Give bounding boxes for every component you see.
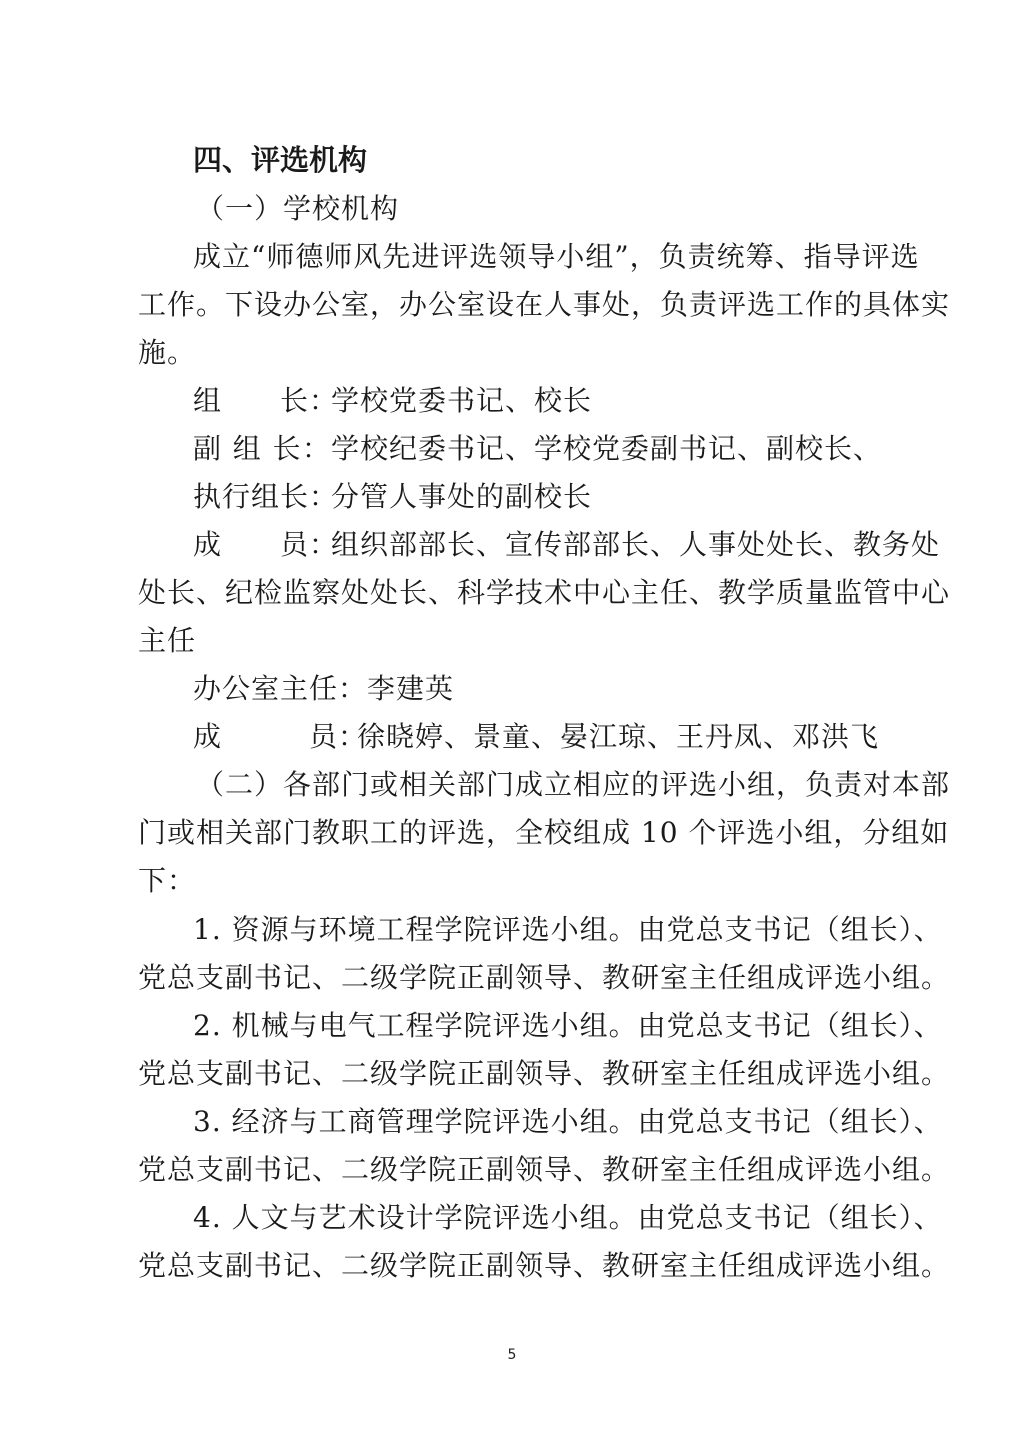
role-vice-leader	[193, 432, 898, 466]
role-vice-label: 副 组 长：	[193, 432, 331, 465]
group-3-line-2: 党总支副书记、二级学院正副领导、教研室主任组成评选小组。	[138, 1153, 951, 1186]
dept-line-2: 门或相关部门教职工的评选，全校组成 10 个评选小组，分组如	[138, 816, 950, 849]
office-members-value: 徐晓婷、景童、晏江琼、王丹凤、邓洪飞	[357, 720, 880, 753]
role-members	[193, 528, 941, 562]
dept-line-3: 下：	[138, 864, 197, 897]
role-leader-label: 组 长：	[193, 384, 339, 417]
dept-line-1: （二）各部门或相关部门成立相应的评选小组，负责对本部	[196, 768, 951, 801]
intro-line-3: 施。	[138, 336, 197, 369]
role-executive-leader	[193, 480, 898, 514]
role-leader-value: 学校党委书记、校长	[331, 384, 593, 417]
group-2-line-2: 党总支副书记、二级学院正副领导、教研室主任组成评选小组。	[138, 1057, 951, 1090]
office-director-value: 李建英	[367, 672, 455, 705]
office-members-label: 成 员：	[193, 720, 368, 753]
group-2-line-1: 2. 机械与电气工程学院评选小组。由党总支书记（组长）、	[193, 1009, 943, 1042]
role-members-label: 成 员：	[193, 528, 339, 561]
group-4-line-1: 4. 人文与艺术设计学院评选小组。由党总支书记（组长）、	[193, 1201, 943, 1234]
role-members-line-2: 处长、纪检监察处处长、科学技术中心主任、教学质量监管中心	[138, 576, 951, 609]
school-subheading: （一）学校机构	[196, 192, 400, 225]
role-members-value-line-1: 组织部部长、宣传部部长、人事处处长、教务处	[331, 528, 941, 561]
office-members	[193, 720, 898, 754]
group-1-line-1: 1. 资源与环境工程学院评选小组。由党总支书记（组长）、	[193, 913, 943, 946]
role-leader	[193, 384, 898, 418]
section-heading: 四、评选机构	[193, 143, 368, 177]
intro-line-2: 工作。下设办公室，办公室设在人事处，负责评选工作的具体实	[138, 288, 951, 321]
role-exec-value: 分管人事处的副校长	[331, 480, 593, 513]
role-exec-label: 执行组长：	[193, 480, 339, 513]
role-members-line-3: 主任	[138, 624, 197, 657]
group-1-line-2: 党总支副书记、二级学院正副领导、教研室主任组成评选小组。	[138, 961, 951, 994]
intro-line-1: 成立“师德师风先进评选领导小组”，负责统筹、指导评选	[193, 240, 920, 273]
office-director-label: 办公室主任：	[193, 672, 368, 705]
group-4-line-2: 党总支副书记、二级学院正副领导、教研室主任组成评选小组。	[138, 1249, 951, 1282]
office-director	[193, 672, 898, 706]
group-3-line-1: 3. 经济与工商管理学院评选小组。由党总支书记（组长）、	[193, 1105, 943, 1138]
role-vice-value: 学校纪委书记、学校党委副书记、副校长、	[331, 432, 883, 465]
page-number: 5	[507, 1347, 517, 1363]
